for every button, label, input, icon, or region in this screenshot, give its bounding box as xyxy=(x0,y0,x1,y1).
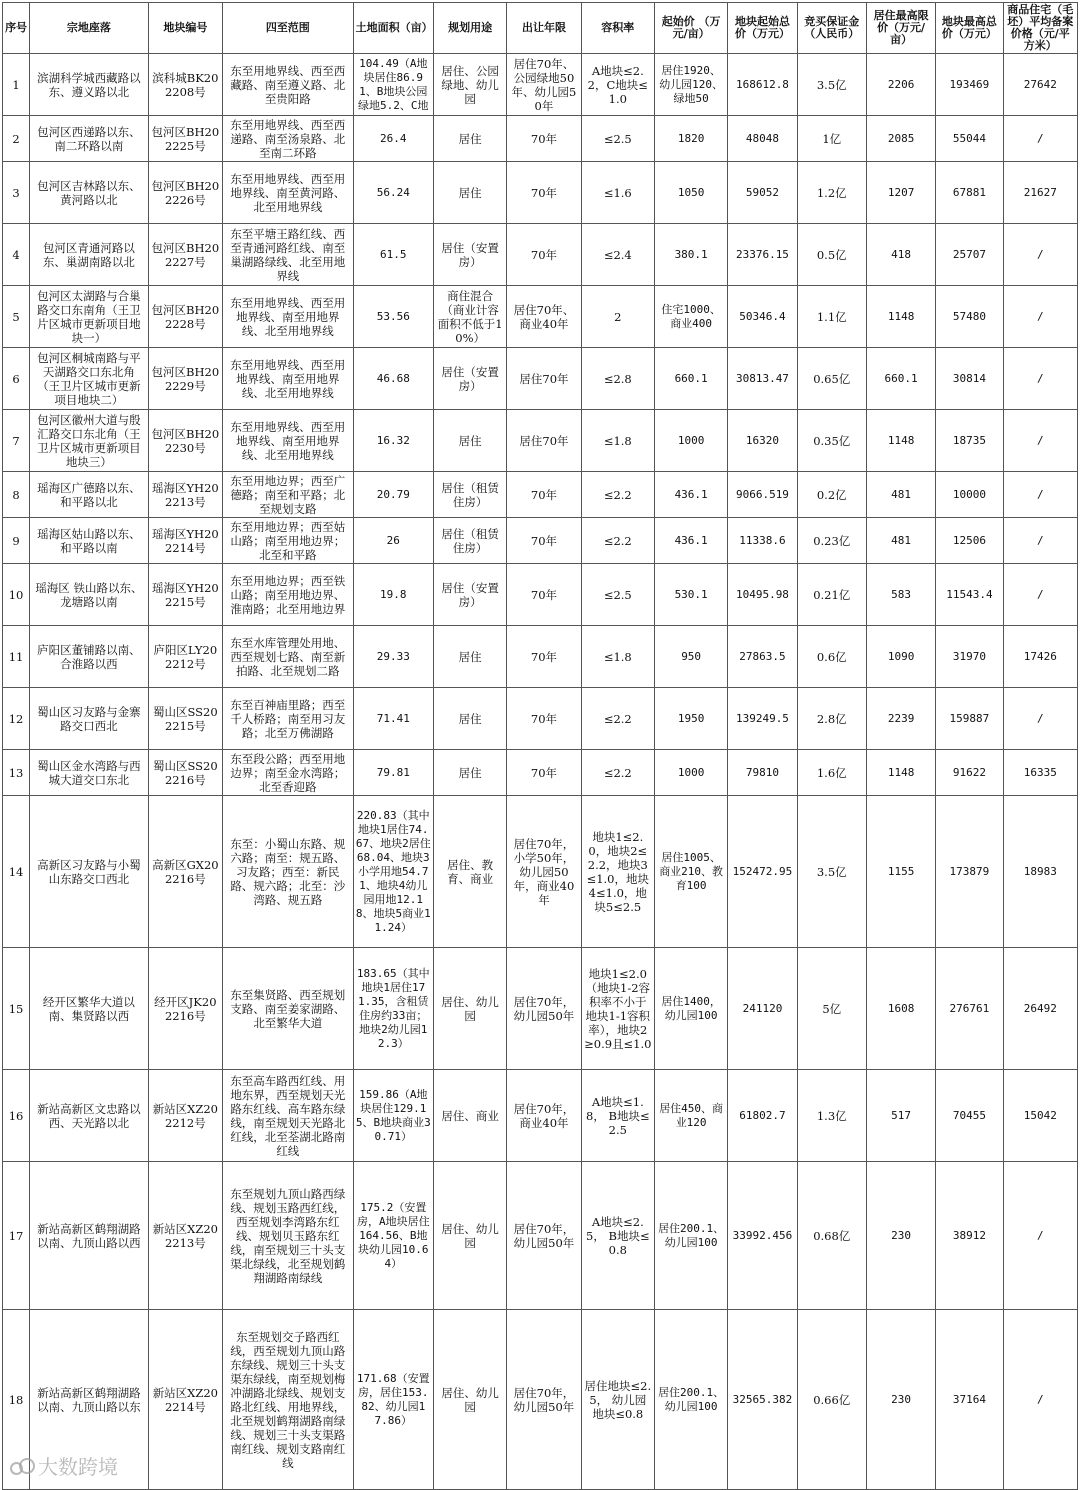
table-cell: 居住 xyxy=(433,626,506,688)
table-cell: 居住、幼儿园 xyxy=(433,948,506,1070)
table-cell: 瑶海区广德路以东、和平路以北 xyxy=(30,472,149,518)
table-cell: 21627 xyxy=(1003,162,1077,224)
table-cell: / xyxy=(1003,472,1077,518)
table-cell: 地块1≤2.0（地块1-2容积率不小于地块1-1容积率），地块2≥0.9且≤1.0 xyxy=(581,948,654,1070)
table-cell: 6 xyxy=(3,348,30,410)
table-cell: 13 xyxy=(3,750,30,796)
header-cell: 地块最高总价（万元） xyxy=(936,3,1003,54)
table-cell: 67881 xyxy=(936,162,1003,224)
table-cell: 住宅1000、商业400 xyxy=(654,286,727,348)
table-cell: 蜀山区金水湾路与西城大道交口东北 xyxy=(30,750,149,796)
table-cell: ≤2.2 xyxy=(581,750,654,796)
table-cell: 瑶海区YH202214号 xyxy=(148,518,222,564)
table-cell: / xyxy=(1003,224,1077,286)
table-cell: 东至用地界线、西至西递路、南至汤泉路、北至南二环路 xyxy=(223,116,354,162)
table-cell: 173879 xyxy=(936,796,1003,948)
table-cell: 26 xyxy=(353,518,433,564)
table-cell: / xyxy=(1003,1162,1077,1310)
table-cell: 瑶海区 铁山路以东、龙塘路以南 xyxy=(30,564,149,626)
table-cell: / xyxy=(1003,116,1077,162)
table-cell: 70年 xyxy=(507,224,581,286)
table-cell: 居住（安置房） xyxy=(433,348,506,410)
table-cell: 16.32 xyxy=(353,410,433,472)
table-cell: 0.23亿 xyxy=(797,518,866,564)
table-cell: 居住（租赁住房） xyxy=(433,518,506,564)
table-cell: 包河区BH202225号 xyxy=(148,116,222,162)
table-row xyxy=(3,626,1078,688)
header-cell: 容积率 xyxy=(581,3,654,54)
table-row xyxy=(3,796,1078,948)
table-cell: 居住 xyxy=(433,162,506,224)
table-cell: 17 xyxy=(3,1162,30,1310)
table-cell: 庐阳区董铺路以南、合淮路以西 xyxy=(30,626,149,688)
table-cell: 居住70年、公园绿地50年、幼儿园50年 xyxy=(507,54,581,116)
table-cell: 包河区BH202229号 xyxy=(148,348,222,410)
table-cell: 70年 xyxy=(507,626,581,688)
table-cell: A地块≤2.5， B地块≤0.8 xyxy=(581,1162,654,1310)
table-cell: 481 xyxy=(866,518,935,564)
table-cell: 包河区BH202226号 xyxy=(148,162,222,224)
table-cell: 居住200.1、幼儿园100 xyxy=(654,1162,727,1310)
table-row xyxy=(3,410,1078,472)
table-cell: 居住 xyxy=(433,688,506,750)
table-cell: 12506 xyxy=(936,518,1003,564)
table-cell: 27642 xyxy=(1003,54,1077,116)
table-cell: 东至用地界线、西至用地界线、南至用地界线、北至用地界线 xyxy=(223,348,354,410)
header-cell: 规划用途 xyxy=(433,3,506,54)
table-cell: 1.6亿 xyxy=(797,750,866,796)
table-cell: 新站高新区文忠路以西、天光路以北 xyxy=(30,1070,149,1162)
table-cell: 230 xyxy=(866,1162,935,1310)
table-cell: 东至用地界线、西至西藏路、南至遵义路、北至贵阳路 xyxy=(223,54,354,116)
table-cell: 0.21亿 xyxy=(797,564,866,626)
table-cell: 0.68亿 xyxy=(797,1162,866,1310)
table-cell: 地块1≤2.0，地块2≤2.2，地块3≤1.0，地块4≤1.0，地块5≤2.5 xyxy=(581,796,654,948)
table-cell: 居住70年，商业40年 xyxy=(507,1070,581,1162)
table-cell: 居住1920、幼儿园120、绿地50 xyxy=(654,54,727,116)
table-cell: 152472.95 xyxy=(728,796,797,948)
table-cell: ≤2.2 xyxy=(581,688,654,750)
table-cell: ≤2.2 xyxy=(581,472,654,518)
table-cell: 1.1亿 xyxy=(797,286,866,348)
header-cell: 商品住宅（毛坯）平均备案价格（元/平方米） xyxy=(1003,3,1077,54)
table-cell: 2 xyxy=(3,116,30,162)
table-cell: 东至规划九顶山路西绿线、规划玉路西红线，西至规划李湾路东红线、规划贝玉路东红线，南至规划三十头支渠北绿线，北至规划鹤翔湖路南绿线 xyxy=(223,1162,354,1310)
table-cell: 481 xyxy=(866,472,935,518)
table-cell: 东至段公路；西至用地边界；南至金水湾路；北至香迎路 xyxy=(223,750,354,796)
table-cell: 东至用地边界；西至姑山路；南至用地边界；北至和平路 xyxy=(223,518,354,564)
table-cell: 168612.8 xyxy=(728,54,797,116)
table-cell: 高新区习友路与小蜀山东路交口西北 xyxy=(30,796,149,948)
table-cell: 139249.5 xyxy=(728,688,797,750)
table-cell: 居住1005、商业210、教育100 xyxy=(654,796,727,948)
header-cell: 起始价 （万元/亩） xyxy=(654,3,727,54)
table-cell: 居住、幼儿园 xyxy=(433,1162,506,1310)
table-cell: / xyxy=(1003,410,1077,472)
watermark-logo-icon xyxy=(10,1456,34,1476)
table-cell: ≤2.4 xyxy=(581,224,654,286)
table-cell: 东至用地界线、西至用地界线、南至用地界线、北至用地界线 xyxy=(223,410,354,472)
table-cell: 居住（安置房） xyxy=(433,224,506,286)
table-cell: 3 xyxy=(3,162,30,224)
table-cell: 4 xyxy=(3,224,30,286)
table-cell: 包河区桐城南路与平天湖路交口东北角（王卫片区城市更新项目地块二） xyxy=(30,348,149,410)
table-cell: 1148 xyxy=(866,750,935,796)
table-cell: 居住地块≤2.5， 幼儿园地块≤0.8 xyxy=(581,1310,654,1490)
table-cell: 瑶海区YH202215号 xyxy=(148,564,222,626)
table-cell: 79810 xyxy=(728,750,797,796)
table-cell: 新站高新区鹤翔湖路以南、九顶山路以东 xyxy=(30,1310,149,1490)
table-cell: 0.6亿 xyxy=(797,626,866,688)
table-cell: A地块≤2.2，C地块≤1.0 xyxy=(581,54,654,116)
table-cell: 1050 xyxy=(654,162,727,224)
table-cell: ≤2.8 xyxy=(581,348,654,410)
header-cell: 出让年限 xyxy=(507,3,581,54)
table-cell: 5 xyxy=(3,286,30,348)
table-cell: 70年 xyxy=(507,116,581,162)
table-cell: 9066.519 xyxy=(728,472,797,518)
table-cell: 滨科城BK202208号 xyxy=(148,54,222,116)
table-cell: 新站高新区鹤翔湖路以南、九顶山路以西 xyxy=(30,1162,149,1310)
table-cell: 1148 xyxy=(866,286,935,348)
table-cell: 517 xyxy=(866,1070,935,1162)
table-cell: 东至用地界线、西至用地界线、南至用地界线、北至用地界线 xyxy=(223,286,354,348)
table-row xyxy=(3,750,1078,796)
table-cell: 70年 xyxy=(507,688,581,750)
table-row xyxy=(3,162,1078,224)
table-row xyxy=(3,518,1078,564)
table-body xyxy=(3,54,1078,1490)
table-cell: 蜀山区SS202215号 xyxy=(148,688,222,750)
table-cell: 新站区XZ202214号 xyxy=(148,1310,222,1490)
table-cell: ≤2.5 xyxy=(581,116,654,162)
table-cell: 居住70年、商业40年 xyxy=(507,286,581,348)
table-cell: 0.65亿 xyxy=(797,348,866,410)
table-cell: 居住、商业 xyxy=(433,1070,506,1162)
table-row xyxy=(3,688,1078,750)
table-cell: 79.81 xyxy=(353,750,433,796)
table-cell: 583 xyxy=(866,564,935,626)
table-cell: 30814 xyxy=(936,348,1003,410)
table-cell: 48048 xyxy=(728,116,797,162)
table-cell: ≤1.6 xyxy=(581,162,654,224)
table-row xyxy=(3,224,1078,286)
table-cell: 70年 xyxy=(507,162,581,224)
table-cell: 东至平塘王路红线、西至青通河路红线、南至巢湖路绿线、北至用地界线 xyxy=(223,224,354,286)
table-row xyxy=(3,1162,1078,1310)
table-cell: 660.1 xyxy=(866,348,935,410)
table-cell: 东至集贤路、西至规划支路、南至姜家湖路、北至繁华大道 xyxy=(223,948,354,1070)
table-cell: 32565.382 xyxy=(728,1310,797,1490)
table-cell: 220.83（其中地块1居住74.67、地块2居住68.04、地块3小学用地54.71、地块4幼儿园用地12.18、地块5商业11.24） xyxy=(353,796,433,948)
table-cell: ≤2.2 xyxy=(581,518,654,564)
table-row xyxy=(3,472,1078,518)
table-cell: 东至用地界线、西至用地界线、南至黄河路、北至用地界线 xyxy=(223,162,354,224)
table-cell: 436.1 xyxy=(654,472,727,518)
table-cell: 居住、公园绿地、幼儿园 xyxy=(433,54,506,116)
table-row xyxy=(3,116,1078,162)
table-cell: 2 xyxy=(581,286,654,348)
table-cell: 1.3亿 xyxy=(797,1070,866,1162)
table-cell: 230 xyxy=(866,1310,935,1490)
table-cell: A地块≤1.8， B地块≤2.5 xyxy=(581,1070,654,1162)
table-cell: ≤2.5 xyxy=(581,564,654,626)
table-cell: 14 xyxy=(3,796,30,948)
table-cell: ≤1.8 xyxy=(581,410,654,472)
table-cell: 居住450、商业120 xyxy=(654,1070,727,1162)
table-cell: 70年 xyxy=(507,472,581,518)
table-cell: / xyxy=(1003,518,1077,564)
table-cell: 25707 xyxy=(936,224,1003,286)
table-cell: 950 xyxy=(654,626,727,688)
table-cell: 居住70年 xyxy=(507,410,581,472)
table-cell: 18983 xyxy=(1003,796,1077,948)
table-cell: 10 xyxy=(3,564,30,626)
table-cell: 3.5亿 xyxy=(797,796,866,948)
table-cell: 居住70年，幼儿园50年 xyxy=(507,1310,581,1490)
table-cell: 26.4 xyxy=(353,116,433,162)
table-cell: 11 xyxy=(3,626,30,688)
table-cell: 东至用地边界；西至铁山路；南至用地边界、淮南路；北至用地边界 xyxy=(223,564,354,626)
table-cell: 171.68（安置房，居住153.82、幼儿园17.86） xyxy=(353,1310,433,1490)
table-cell: 1090 xyxy=(866,626,935,688)
table-row xyxy=(3,948,1078,1070)
table-cell: 10000 xyxy=(936,472,1003,518)
table-cell: 居住（安置房） xyxy=(433,564,506,626)
table-cell: 33992.456 xyxy=(728,1162,797,1310)
table-cell: 61.5 xyxy=(353,224,433,286)
table-cell: 居住1400，幼儿园100 xyxy=(654,948,727,1070)
table-cell: 包河区太湖路与合巢路交口东南角（王卫片区城市更新项目地块一） xyxy=(30,286,149,348)
table-cell: 7 xyxy=(3,410,30,472)
table-cell: 东至：小蜀山东路、规六路；南至：规五路、习友路；西至：新民路、规六路；北至：沙湾路、规五路 xyxy=(223,796,354,948)
table-cell: 31970 xyxy=(936,626,1003,688)
table-cell: 59052 xyxy=(728,162,797,224)
header-cell: 土地面积（亩） xyxy=(353,3,433,54)
table-cell: 159887 xyxy=(936,688,1003,750)
table-cell: 241120 xyxy=(728,948,797,1070)
table-cell: 11338.6 xyxy=(728,518,797,564)
table-cell: 1608 xyxy=(866,948,935,1070)
table-cell: 1.2亿 xyxy=(797,162,866,224)
table-cell: 16335 xyxy=(1003,750,1077,796)
table-cell: 20.79 xyxy=(353,472,433,518)
table-cell: 70年 xyxy=(507,564,581,626)
table-cell: 193469 xyxy=(936,54,1003,116)
table-cell: 9 xyxy=(3,518,30,564)
table-cell: 0.35亿 xyxy=(797,410,866,472)
table-cell: 庐阳区LY202212号 xyxy=(148,626,222,688)
table-cell: 436.1 xyxy=(654,518,727,564)
table-cell: 居住70年，幼儿园50年 xyxy=(507,1162,581,1310)
header-cell: 序号 xyxy=(3,3,30,54)
table-cell: 53.56 xyxy=(353,286,433,348)
table-cell: 23376.15 xyxy=(728,224,797,286)
header-cell: 竞买保证金（人民币） xyxy=(797,3,866,54)
table-cell: 2239 xyxy=(866,688,935,750)
table-cell: 2206 xyxy=(866,54,935,116)
table-cell: 经开区JK202216号 xyxy=(148,948,222,1070)
header-cell: 居住最高限价（万元/亩） xyxy=(866,3,935,54)
table-cell: 东至高车路西红线、用地东界，西至规划天光路东红线、高车路东绿线，南至规划天光路北红线，北至荃湖北路南红线 xyxy=(223,1070,354,1162)
table-cell: 91622 xyxy=(936,750,1003,796)
table-cell: 新站区XZ202212号 xyxy=(148,1070,222,1162)
table-cell: 1000 xyxy=(654,410,727,472)
table-cell: 16320 xyxy=(728,410,797,472)
table-cell: 1000 xyxy=(654,750,727,796)
table-cell: 居住200.1、幼儿园100 xyxy=(654,1310,727,1490)
table-cell: 包河区BH202228号 xyxy=(148,286,222,348)
table-row xyxy=(3,1070,1078,1162)
table-cell: 70年 xyxy=(507,518,581,564)
table-cell: 经开区繁华大道以南、集贤路以西 xyxy=(30,948,149,1070)
table-cell: 包河区BH202230号 xyxy=(148,410,222,472)
table-cell: 高新区GX202216号 xyxy=(148,796,222,948)
table-cell: 居住 xyxy=(433,410,506,472)
table-cell: 商住混合（商业计容面积不低于10%） xyxy=(433,286,506,348)
table-cell: 包河区徽州大道与殷汇路交口东北角（王卫片区城市更新项目地块三） xyxy=(30,410,149,472)
table-cell: 660.1 xyxy=(654,348,727,410)
table-cell: 居住、幼儿园 xyxy=(433,1310,506,1490)
table-cell: 居住70年 xyxy=(507,348,581,410)
table-cell: 37164 xyxy=(936,1310,1003,1490)
table-cell: 2.8亿 xyxy=(797,688,866,750)
table-cell: 瑶海区YH202213号 xyxy=(148,472,222,518)
table-cell: 70455 xyxy=(936,1070,1003,1162)
table-cell: 104.49（A地块居住86.91、B地块公园绿地5.2、C地 xyxy=(353,54,433,116)
watermark xyxy=(10,1451,118,1480)
header-cell: 宗地座落 xyxy=(30,3,149,54)
table-cell: 19.8 xyxy=(353,564,433,626)
table-cell: 包河区吉林路以东、黄河路以北 xyxy=(30,162,149,224)
table-cell: 71.41 xyxy=(353,688,433,750)
table-cell: 70年 xyxy=(507,750,581,796)
table-cell: 11543.4 xyxy=(936,564,1003,626)
table-cell: 380.1 xyxy=(654,224,727,286)
table-cell: 17426 xyxy=(1003,626,1077,688)
table-cell: 27863.5 xyxy=(728,626,797,688)
table-cell: 1950 xyxy=(654,688,727,750)
land-auction-table xyxy=(2,2,1078,1490)
table-cell: 56.24 xyxy=(353,162,433,224)
table-cell: 东至规划交子路西红线，西至规划九顶山路东绿线、规划三十头支渠东绿线，南至规划梅冲湖路北绿线、规划支路北红线、用地界线，北至规划鹤翔湖路南绿线、规划三十头支渠路南红线、规划支路南红线 xyxy=(223,1310,354,1490)
table-cell: 29.33 xyxy=(353,626,433,688)
table-cell: 居住 xyxy=(433,750,506,796)
table-row xyxy=(3,564,1078,626)
table-cell: 1207 xyxy=(866,162,935,224)
table-cell: 26492 xyxy=(1003,948,1077,1070)
table-cell: 3.5亿 xyxy=(797,54,866,116)
table-cell: 183.65（其中地块1居住171.35，含租赁住房约33亩；地块2幼儿园12.3） xyxy=(353,948,433,1070)
table-cell: 瑶海区姑山路以东、和平路以南 xyxy=(30,518,149,564)
table-cell: ≤1.8 xyxy=(581,626,654,688)
table-cell: 159.86（A地块居住129.15、B地块商业30.71） xyxy=(353,1070,433,1162)
table-cell: 居住 xyxy=(433,116,506,162)
table-cell: 居住70年，幼儿园50年 xyxy=(507,948,581,1070)
table-cell: / xyxy=(1003,688,1077,750)
table-cell: 18735 xyxy=(936,410,1003,472)
header-row xyxy=(3,3,1078,54)
table-cell: / xyxy=(1003,286,1077,348)
watermark-text: 大数跨境 xyxy=(38,1455,118,1479)
table-cell: 居住、教育、商业 xyxy=(433,796,506,948)
header-cell: 四至范围 xyxy=(223,3,354,54)
table-cell: 57480 xyxy=(936,286,1003,348)
table-cell: 15042 xyxy=(1003,1070,1077,1162)
table-cell: 530.1 xyxy=(654,564,727,626)
table-cell: 1155 xyxy=(866,796,935,948)
table-cell: 新站区XZ202213号 xyxy=(148,1162,222,1310)
table-cell: 包河区西递路以东、南二环路以南 xyxy=(30,116,149,162)
table-cell: 10495.98 xyxy=(728,564,797,626)
table-cell: 61802.7 xyxy=(728,1070,797,1162)
header-cell: 地块编号 xyxy=(148,3,222,54)
table-cell: 东至用地边界；西至广德路；南至和平路；北至规划支路 xyxy=(223,472,354,518)
table-cell: 包河区BH202227号 xyxy=(148,224,222,286)
table-cell: 38912 xyxy=(936,1162,1003,1310)
table-row xyxy=(3,54,1078,116)
table-cell: 1148 xyxy=(866,410,935,472)
table-cell: 50346.4 xyxy=(728,286,797,348)
table-cell: 0.66亿 xyxy=(797,1310,866,1490)
table-cell: 滨湖科学城西藏路以东、遵义路以北 xyxy=(30,54,149,116)
table-cell: 8 xyxy=(3,472,30,518)
table-cell: 居住70年，小学50年，幼儿园50年，商业40年 xyxy=(507,796,581,948)
table-cell: 5亿 xyxy=(797,948,866,1070)
table-cell: 0.5亿 xyxy=(797,224,866,286)
header-cell: 地块起始总价（万元） xyxy=(728,3,797,54)
table-cell: / xyxy=(1003,348,1077,410)
table-cell: 东至百神庙里路；西至千人桥路；南至用习友路；北至万佛湖路 xyxy=(223,688,354,750)
table-cell: 2085 xyxy=(866,116,935,162)
table-cell: 55044 xyxy=(936,116,1003,162)
table-cell: 46.68 xyxy=(353,348,433,410)
table-cell: 1亿 xyxy=(797,116,866,162)
table-cell: 418 xyxy=(866,224,935,286)
table-cell: 30813.47 xyxy=(728,348,797,410)
table-cell: 276761 xyxy=(936,948,1003,1070)
table-cell: 蜀山区SS202216号 xyxy=(148,750,222,796)
table-cell: 东至水库管理处用地、西至规划七路、南至新拍路、北至规划二路 xyxy=(223,626,354,688)
table-cell: 12 xyxy=(3,688,30,750)
table-cell: 175.2（安置房，A地块居住164.56、B地块幼儿园10.64） xyxy=(353,1162,433,1310)
table-cell: 0.2亿 xyxy=(797,472,866,518)
table-cell: 15 xyxy=(3,948,30,1070)
table-row xyxy=(3,1310,1078,1490)
table-cell: 1 xyxy=(3,54,30,116)
table-cell: 16 xyxy=(3,1070,30,1162)
table-row xyxy=(3,286,1078,348)
table-row xyxy=(3,348,1078,410)
table-cell: 蜀山区习友路与金寨路交口西北 xyxy=(30,688,149,750)
table-cell: 居住（租赁住房） xyxy=(433,472,506,518)
table-cell: 包河区青通河路以东、巢湖南路以北 xyxy=(30,224,149,286)
table-cell: 1820 xyxy=(654,116,727,162)
table-cell: / xyxy=(1003,1310,1077,1490)
table-cell: 18 xyxy=(3,1310,30,1490)
table-cell: / xyxy=(1003,564,1077,626)
